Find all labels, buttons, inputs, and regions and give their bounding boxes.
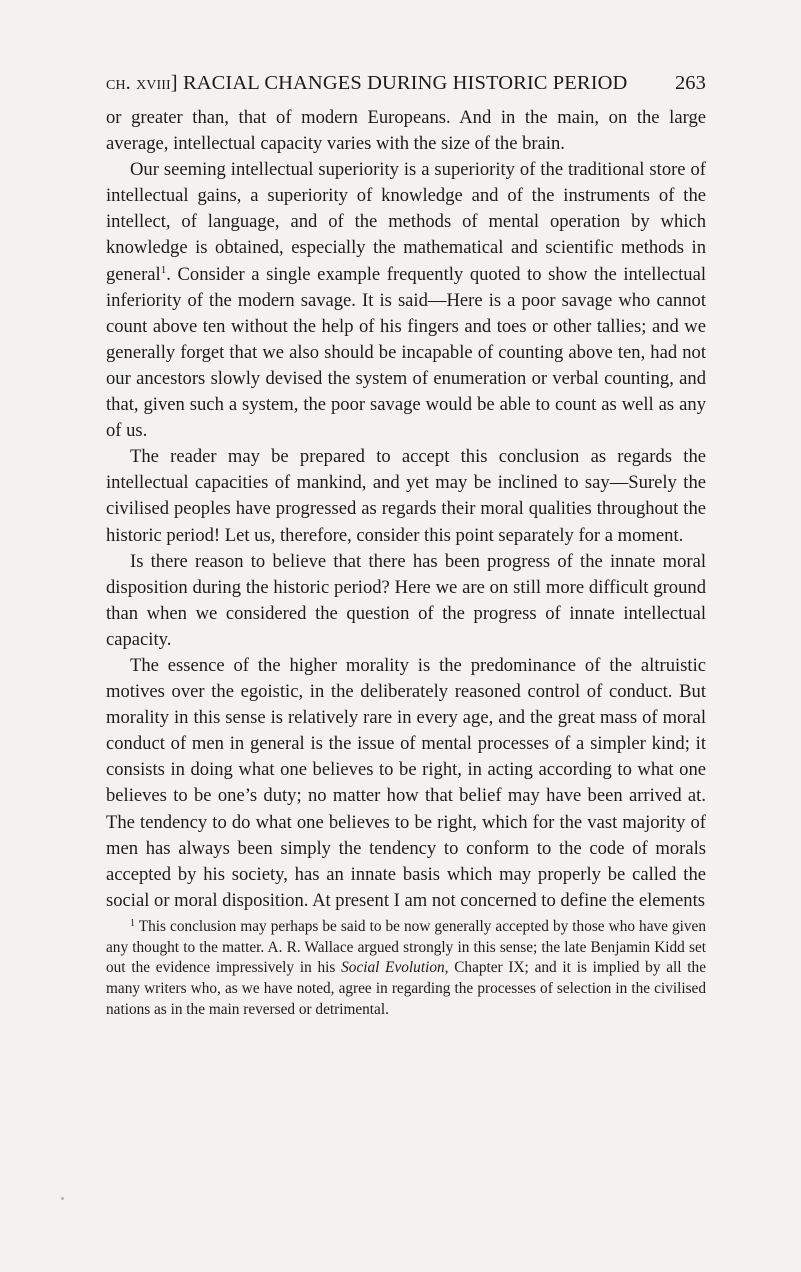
footnotes <box>106 917 706 1021</box>
page-header-title: RACIAL CHANGES DURING HISTORIC PERIOD <box>182 72 628 94</box>
footnote-marker: 1 <box>130 917 135 929</box>
paragraph-text: Is there reason to believe that there has been progress of the innate moral disposition during the historic period? Here we are on still more difficult ground than when we considered the question of the progress of innate intellectual capacity. <box>106 550 706 650</box>
paragraph <box>106 549 706 653</box>
paragraph <box>106 653 706 914</box>
paragraph <box>106 105 706 157</box>
body-text <box>106 105 706 914</box>
chapter-reference: ch. xviii] <box>106 72 178 94</box>
footnote <box>106 917 706 1021</box>
paragraph-text: The essence of the higher morality is the predominance of the altruistic motives over the egoistic, in the deliberately reasoned control of conduct. But morality in this sense is relatively rare in every age, and the great mass of moral conduct of men in general is the issue of mental processes of a simpler kind; it consists in doing what one believes to be right, in acting according to what one believes to be one’s duty; no matter how that belief may have been arrived at. The tendency to do what one believes to be right, which for the vast majority of men has always been simply the tendency to conform to the code of morals accepted by his society, has an innate basis which may properly be called the social or moral disposition. At present I am not concerned to define the elements <box>106 654 706 911</box>
page-number: 263 <box>674 72 706 94</box>
book-page <box>106 72 706 1020</box>
paragraph-text: or greater than, that of modern Europeans. And in the main, on the large average, intellectual capacity varies with the size of the brain. <box>106 107 706 155</box>
paragraph <box>106 444 706 548</box>
footnote-text: Chapter IX; and it is implied by all the many writers who, as we have noted, agree in regarding the processes of selection in the civilised nations as in the main reversed or detrimental. <box>106 959 706 1018</box>
paragraph-text: The reader may be prepared to accept this conclusion as regards the intellectual capacities of mankind, and yet may be inclined to say—Surely the civilised peoples have progressed as regards their moral qualities throughout the historic period! Let us, therefore, consider this point separately for a moment. <box>106 446 706 546</box>
footnote-text: This conclusion may perhaps be said to be now generally accepted by those who have given any thought to the matter. A. R. Wallace argued strongly in this sense; the late Benjamin Kidd set out the evidence impressively in his <box>106 917 706 977</box>
footnote-reference: 1 <box>160 263 167 276</box>
paragraph-text: . Consider a single example frequently quoted to show the intellectual inferiority of the modern savage. It is said—Here is a poor savage who cannot count above ten without the help of his fingers and toes or other tallies; and we generally forget that we also should be incapable of counting above ten, had not our ancestors slowly devised the system of enumeration or verbal counting, and that, given such a system, the poor savage would be able to count as well as any of us. <box>106 263 706 442</box>
paragraph-text: Our seeming intellectual superiority is a superiority of the traditional store of intellectual gains, a superiority of knowledge and of the instruments of the intellect, of language, and of the methods of mental operation by which knowledge is obtained, especially the mathematical and scientific methods in general <box>106 159 706 285</box>
paper-speck <box>61 1197 64 1200</box>
paragraph <box>106 157 706 444</box>
running-head <box>106 72 706 95</box>
book-title: Social Evolution, <box>341 959 449 977</box>
